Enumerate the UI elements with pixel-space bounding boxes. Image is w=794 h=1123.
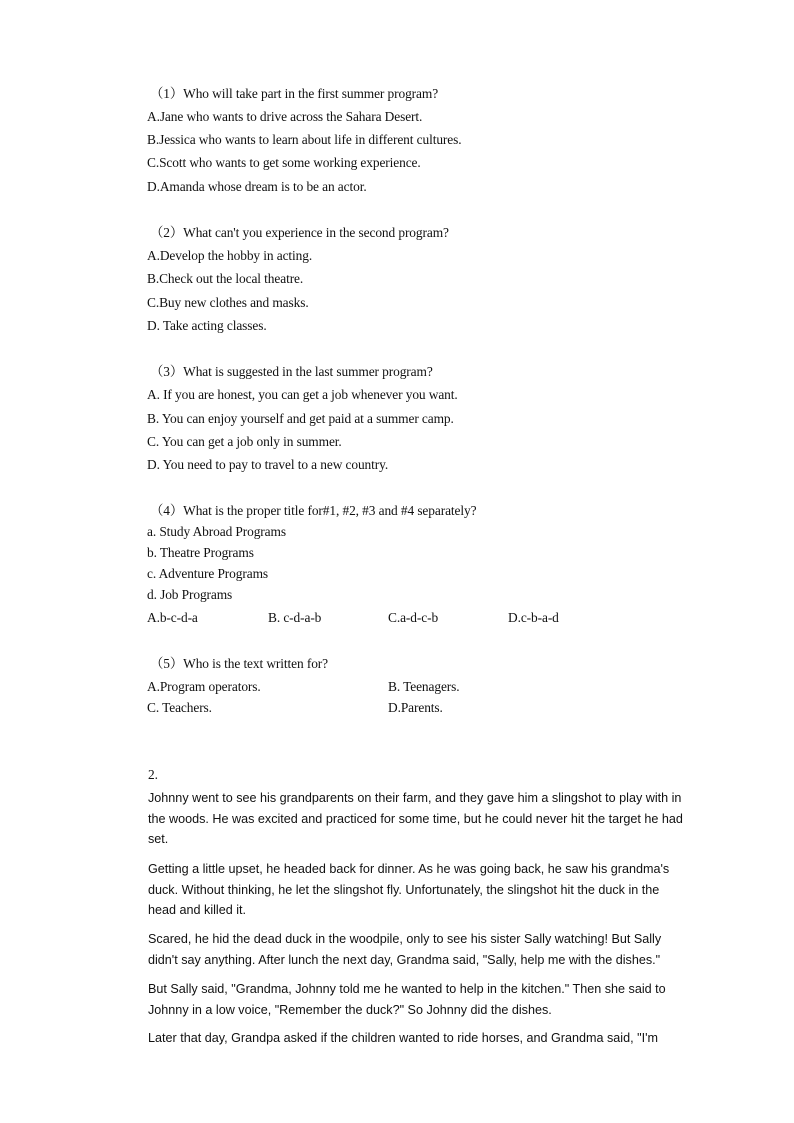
question-3-option-c: C. You can get a job only in summer. [147,434,342,449]
question-2-option-c: C.Buy new clothes and masks. [147,295,309,310]
question-4-stem: （4）What is the proper title for#1, #2, #3 and #4 separately? [150,503,477,518]
question-2-stem: （2）What can't you experience in the second program? [150,225,449,240]
question-2-option-b: B.Check out the local theatre. [147,271,304,286]
question-1-stem: （1）Who will take part in the first summer program? [150,86,439,101]
question-5-option-c: C. Teachers. [147,700,212,715]
question-4-option-b: B. c-d-a-b [268,610,322,625]
section-2-paragraph-5: Later that day, Grandpa asked if the children wanted to ride horses, and Grandma said, "I'm [148,1031,658,1045]
question-3-stem: （3）What is suggested in the last summer program? [150,364,433,379]
question-3-option-a: A. If you are honest, you can get a job whenever you want. [147,387,458,402]
question-1-option-c: C.Scott who wants to get some working experience. [147,155,421,170]
question-5-option-d: D.Parents. [388,700,443,715]
question-4-title-a: a. Study Abroad Programs [147,524,286,539]
question-5-option-b: B. Teenagers. [388,679,460,694]
question-3-option-d: D. You need to pay to travel to a new country. [147,457,389,472]
question-4-option-a: A.b-c-d-a [147,610,198,625]
question-4-title-b: b. Theatre Programs [147,545,254,560]
question-4-title-d: d. Job Programs [147,587,233,602]
question-5-option-a: A.Program operators. [147,679,261,694]
question-5-stem: （5）Who is the text written for? [150,656,329,671]
question-1-option-d: D.Amanda whose dream is to be an actor. [147,179,367,194]
question-1-option-a: A.Jane who wants to drive across the Sahara Desert. [147,109,423,124]
question-4-title-c: c. Adventure Programs [147,566,268,581]
section-2-paragraph-2: Getting a little upset, he headed back for dinner. As he was going back, he saw his grandma's duck. Without thinking, he let the slingshot fly. Unfortunately, the slingshot hit the duck in the head and killed it. [148,862,670,918]
question-3-option-b: B. You can enjoy yourself and get paid at a summer camp. [147,411,454,426]
question-2-option-d: D. Take acting classes. [147,318,267,333]
question-2-option-a: A.Develop the hobby in acting. [147,248,313,263]
question-4-option-d: D.c-b-a-d [508,610,559,625]
question-1-option-b: B.Jessica who wants to learn about life in different cultures. [147,132,462,147]
section-2-paragraph-1: Johnny went to see his grandparents on their farm, and they gave him a slingshot to play with in the woods. He was excited and practiced for some time, but he could never hit the target he had set. [148,791,683,847]
section-2-paragraph-3: Scared, he hid the dead duck in the woodpile, only to see his sister Sally watching! But Sally didn't say anything. After lunch the next day, Grandma said, "Sally, help me with the dishes." [148,932,662,967]
section-2-number: 2. [148,767,158,782]
section-2-paragraph-4: But Sally said, "Grandma, Johnny told me he wanted to help in the kitchen." Then she said to Johnny in a low voice, "Remember the duck?" So Johnny did the dishes. [148,982,666,1017]
question-4-option-c: C.a-d-c-b [388,610,439,625]
